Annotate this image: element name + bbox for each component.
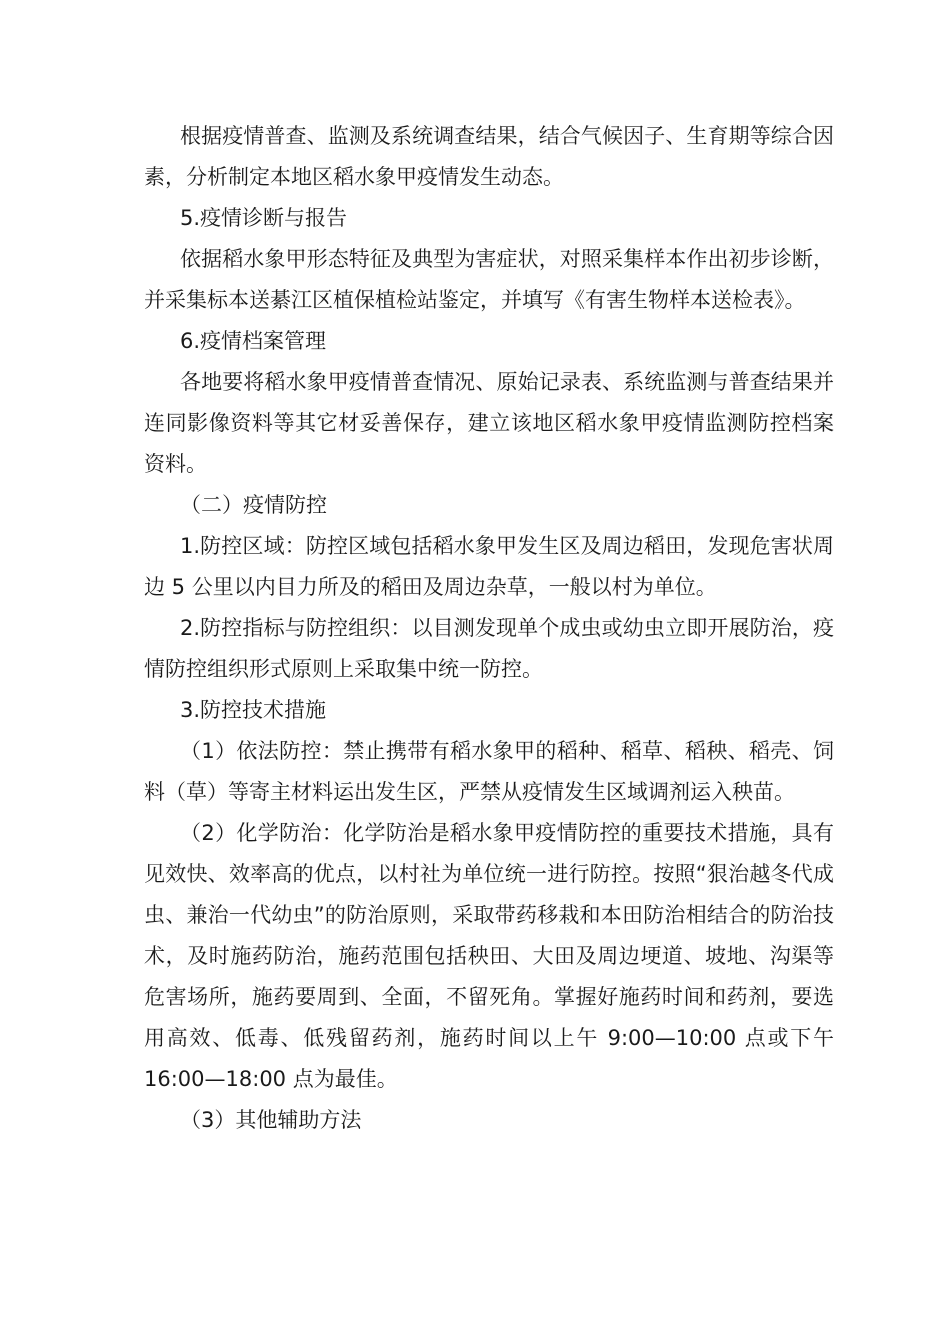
heading-diagnosis-report: 5.疫情诊断与报告 [180,206,348,230]
paragraph-chemical-control: （2）化学防治：化学防治是稻水象甲疫情防控的重要技术措施，具有见效快、效率高的优点，以村社为单位统一进行防控。按照“狠治越冬代成虫、兼治一代幼虫”的防治原则，采取带药移栽和本田防治相结合的防治技术，及时施药防治，施药范围包括秧田、大田及周边埂道、坡地、沟渠等危害场所，施药要周到、全面，不留死角。掌握好施药时间和药剂，要选用高效、低毒、低残留药剂，施药时间以上午 9:00—10:00 点或下午 16:00—18:00 点为最佳。 [144,821,834,1091]
heading-archive-management: 6.疫情档案管理 [180,329,327,353]
paragraph-control-area: 1.防控区域：防控区域包括稻水象甲发生区及周边稻田，发现危害状周边 5 公里以内目力所及的稻田及周边杂草，一般以村为单位。 [144,534,834,599]
heading-control-measures: 3.防控技术措施 [180,698,327,722]
heading-epidemic-control: （二）疫情防控 [180,493,327,517]
paragraph-legal-control: （1）依法防控：禁止携带有稻水象甲的稻种、稻草、稻秧、稻壳、饲料（草）等寄主材料运出发生区，严禁从疫情发生区域调剂运入秧苗。 [144,739,834,804]
paragraph-situation-analysis: 根据疫情普查、监测及系统调查结果，结合气候因子、生育期等综合因素，分析制定本地区稻水象甲疫情发生动态。 [144,124,834,189]
paragraph-diagnosis: 依据稻水象甲形态特征及典型为害症状，对照采集样本作出初步诊断，并采集标本送綦江区植保植检站鉴定，并填写《有害生物样本送检表》。 [144,247,834,312]
paragraph-control-indicators: 2.防控指标与防控组织：以目测发现单个成虫或幼虫立即开展防治，疫情防控组织形式原则上采取集中统一防控。 [144,616,834,681]
document-body [144,116,834,1141]
heading-other-methods: （3）其他辅助方法 [180,1108,362,1132]
paragraph-archive: 各地要将稻水象甲疫情普查情况、原始记录表、系统监测与普查结果并连同影像资料等其它材妥善保存，建立该地区稻水象甲疫情监测防控档案资料。 [144,370,834,476]
